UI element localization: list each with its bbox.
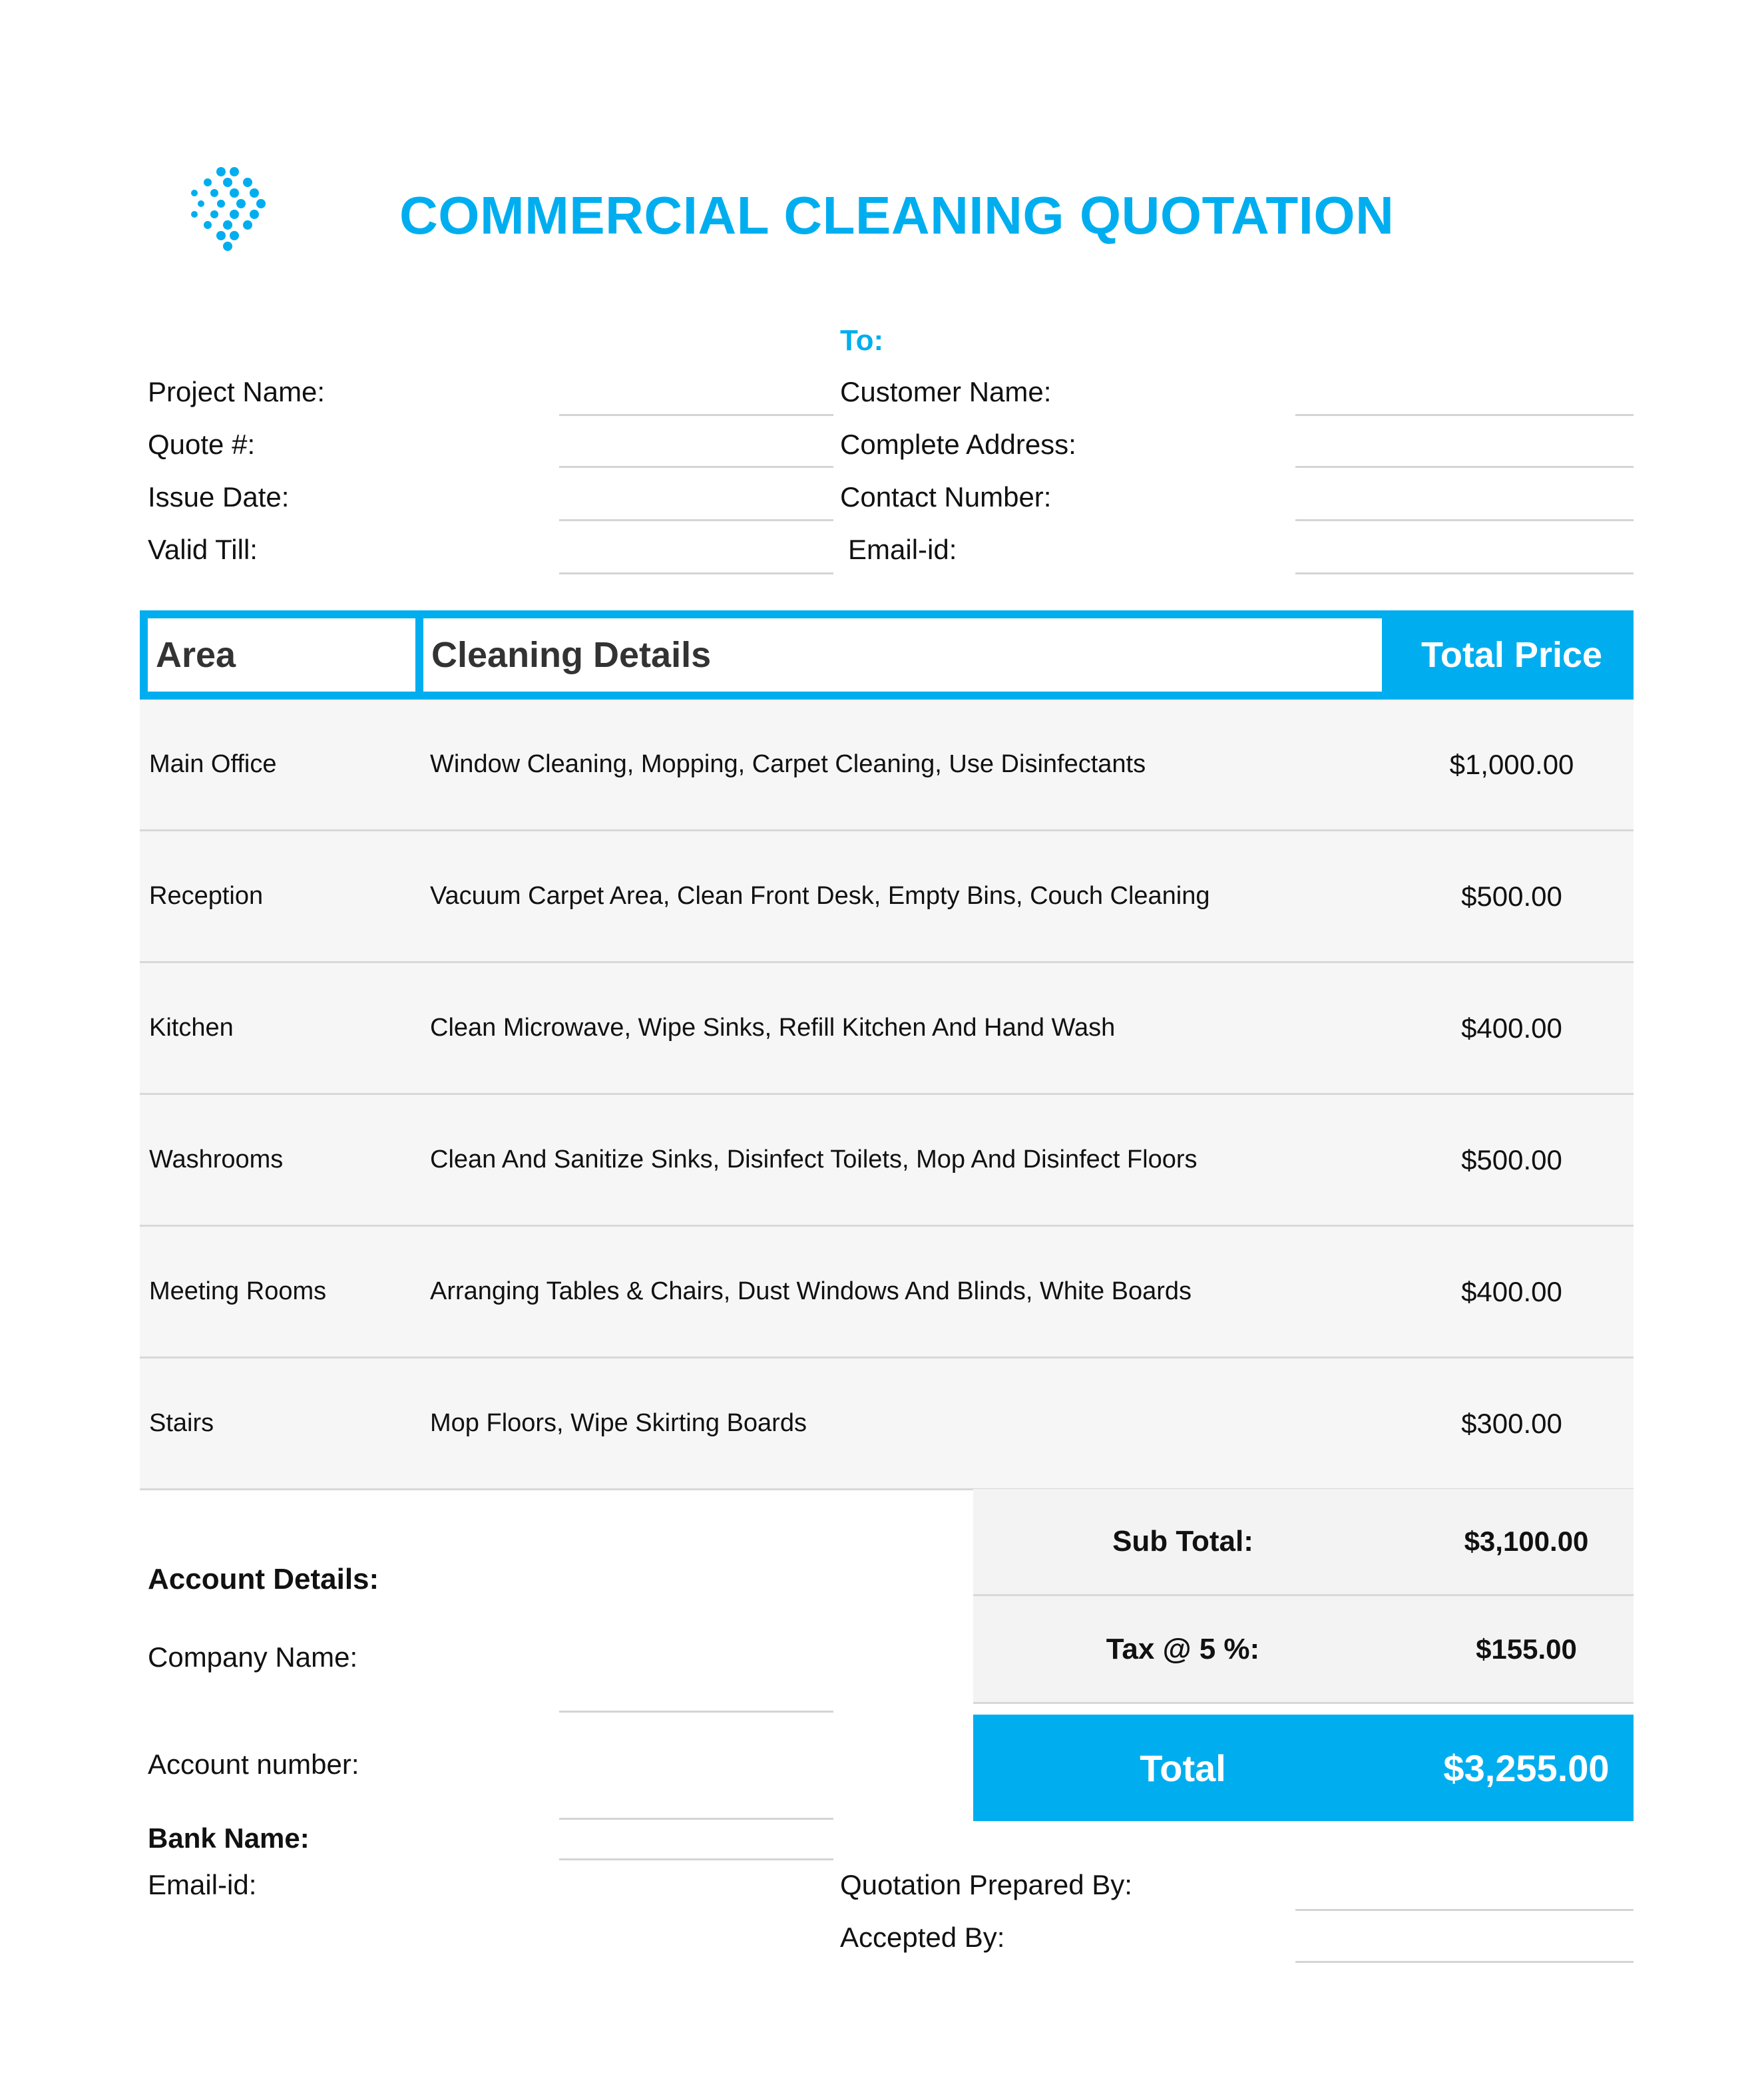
company-name-field[interactable]	[559, 1711, 833, 1713]
prepared-by-field[interactable]	[1295, 1909, 1634, 1911]
row-price: $300.00	[1461, 1407, 1562, 1439]
row-area: Stairs	[149, 1409, 214, 1437]
account-email-label: Email-id:	[148, 1869, 257, 1900]
row-area: Main Office	[149, 750, 277, 778]
row-price: $500.00	[1461, 880, 1562, 912]
row-price: $400.00	[1461, 1275, 1562, 1307]
table-row	[140, 1359, 1634, 1490]
row-price: $400.00	[1461, 1012, 1562, 1044]
bank-name-label: Bank Name:	[148, 1822, 310, 1854]
customer-name-field[interactable]	[1295, 414, 1634, 416]
total-value: $3,255.00	[1443, 1747, 1610, 1789]
project-name-label: Project Name:	[148, 376, 326, 407]
header-area: Area	[148, 618, 415, 692]
row-price: $1,000.00	[1449, 748, 1574, 780]
customer-email-label: Email-id:	[848, 534, 957, 565]
row-area: Reception	[149, 882, 264, 910]
page-title: COMMERCIAL CLEANING QUOTATION	[399, 186, 1395, 245]
line-items	[140, 700, 1634, 1490]
table-row	[140, 831, 1634, 963]
subtotal-row	[973, 1489, 1634, 1596]
table-header	[140, 610, 1634, 700]
to-label: To:	[840, 324, 884, 357]
header-cleaning-details: Cleaning Details	[423, 618, 1382, 692]
subtotal-label: Sub Total:	[1112, 1525, 1253, 1558]
quote-number-field[interactable]	[559, 466, 833, 468]
account-details-heading: Account Details:	[148, 1563, 379, 1595]
table-row	[140, 963, 1634, 1095]
hexagon-dots-logo-icon	[180, 166, 273, 253]
table-row	[140, 1095, 1634, 1227]
row-area: Washrooms	[149, 1146, 284, 1173]
valid-till-field[interactable]	[559, 572, 833, 574]
table-row	[140, 1227, 1634, 1359]
accepted-by-label: Accepted By:	[840, 1922, 1005, 1953]
customer-name-label: Customer Name:	[840, 376, 1052, 407]
row-details: Window Cleaning, Mopping, Carpet Cleaning, Use Disinfectants	[430, 750, 1146, 778]
row-details: Clean Microwave, Wipe Sinks, Refill Kitchen And Hand Wash	[430, 1014, 1116, 1042]
tax-value: $155.00	[1476, 1633, 1577, 1665]
header-total-price: Total Price	[1421, 635, 1603, 675]
tax-row	[973, 1596, 1634, 1704]
issue-date-field[interactable]	[559, 519, 833, 521]
row-details: Arranging Tables & Chairs, Dust Windows And Blinds, White Boards	[430, 1277, 1192, 1305]
row-details: Vacuum Carpet Area, Clean Front Desk, Empty Bins, Couch Cleaning	[430, 882, 1210, 910]
quote-number-label: Quote #:	[148, 429, 256, 460]
address-label: Complete Address:	[840, 429, 1076, 460]
table-row	[140, 700, 1634, 831]
valid-till-label: Valid Till:	[148, 534, 258, 565]
accepted-by-field[interactable]	[1295, 1961, 1634, 1963]
address-field[interactable]	[1295, 466, 1634, 468]
tax-label: Tax @ 5 %:	[1106, 1632, 1260, 1665]
customer-email-field[interactable]	[1295, 572, 1634, 574]
total-label: Total	[1140, 1747, 1226, 1789]
contact-number-label: Contact Number:	[840, 481, 1052, 513]
account-number-label: Account number:	[148, 1749, 359, 1780]
row-details: Mop Floors, Wipe Skirting Boards	[430, 1409, 807, 1437]
company-name-label: Company Name:	[148, 1641, 358, 1673]
row-area: Meeting Rooms	[149, 1277, 327, 1305]
project-name-field[interactable]	[559, 414, 833, 416]
row-details: Clean And Sanitize Sinks, Disinfect Toilets, Mop And Disinfect Floors	[430, 1146, 1198, 1173]
contact-number-field[interactable]	[1295, 519, 1634, 521]
prepared-by-label: Quotation Prepared By:	[840, 1869, 1132, 1900]
row-price: $500.00	[1461, 1144, 1562, 1175]
row-area: Kitchen	[149, 1014, 234, 1042]
subtotal-value: $3,100.00	[1464, 1526, 1589, 1557]
issue-date-label: Issue Date:	[148, 481, 290, 513]
account-number-field[interactable]	[559, 1818, 833, 1820]
bank-name-field[interactable]	[559, 1858, 833, 1860]
total-row	[973, 1715, 1634, 1821]
